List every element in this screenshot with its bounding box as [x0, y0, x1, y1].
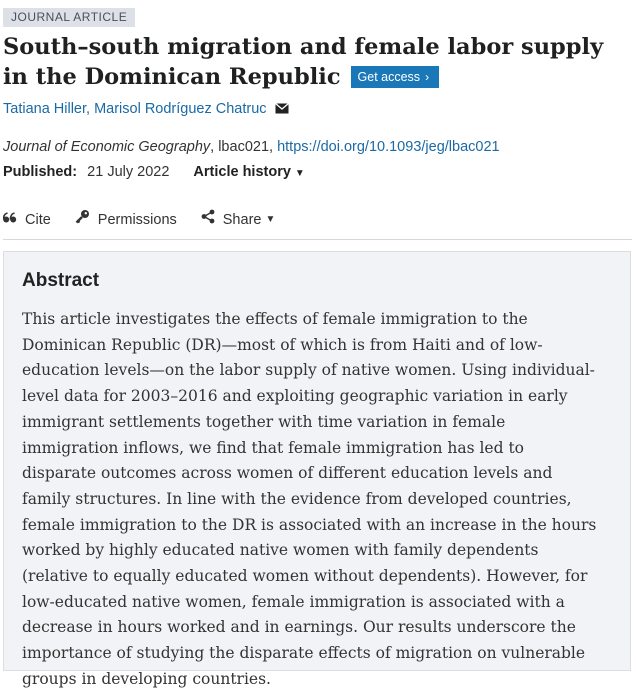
- published-date: 21 July 2022: [87, 164, 170, 180]
- article-history-label: Article history: [193, 164, 291, 180]
- author-link[interactable]: Tatiana Hiller: [3, 101, 87, 117]
- caret-down-icon: ▼: [265, 213, 276, 225]
- author-list: [3, 99, 289, 120]
- article-title: [3, 32, 633, 92]
- get-access-label: Get access: [357, 70, 421, 84]
- doi-link[interactable]: https://doi.org/10.1093/jeg/lbac021: [277, 139, 500, 155]
- permissions-button[interactable]: [75, 209, 177, 230]
- publication-info: [3, 162, 305, 184]
- article-history-toggle[interactable]: [193, 164, 304, 180]
- article-type-badge: JOURNAL ARTICLE: [3, 8, 135, 27]
- quote-icon: [3, 210, 25, 230]
- author-separator: ,: [86, 101, 91, 117]
- author-link[interactable]: Marisol Rodríguez Chatruc: [94, 101, 267, 117]
- get-access-button[interactable]: [351, 66, 440, 88]
- cite-label: Cite: [25, 211, 51, 228]
- share-button[interactable]: [201, 209, 276, 230]
- abstract-text: This article investigates the effects of female immigration to the Dominican Republic (DR)—most of which is from Haiti and of low-education levels—on the labor supply of native women. Using individual-level data for 2003–2016 and exploiting geographic variation in early immigrant settlements together with time variation in female immigration inflows, we find that female immigration has led to disparate outcomes across women of different education levels and family structures. In line with the evidence from developed countries, female immigration to the DR is associated with an increase in the hours worked by highly educated native women with family dependents (relative to equally educated women without dependents). However, for low-educated native women, female immigration is associated with a decrease in hours worked and in earnings. Our results underscore the importance of studying the disparate effects of migration on vulnerable groups in developing countries.: [22, 310, 597, 688]
- article-tools: [3, 209, 299, 230]
- chevron-right-icon: ›: [425, 70, 430, 84]
- published-label: Published:: [3, 164, 78, 180]
- envelope-icon[interactable]: [275, 100, 289, 120]
- citation-line: [3, 137, 500, 157]
- key-icon: [75, 209, 98, 230]
- share-icon: [201, 209, 223, 230]
- divider: [3, 239, 632, 240]
- caret-down-icon: ▼: [294, 168, 305, 179]
- article-id: , lbac021,: [210, 139, 278, 155]
- cite-button[interactable]: [3, 210, 51, 230]
- abstract-heading: Abstract: [22, 270, 100, 291]
- share-label: Share: [222, 211, 262, 228]
- journal-name[interactable]: Journal of Economic Geography: [3, 139, 211, 155]
- abstract-section: [3, 251, 631, 688]
- article-title-text: South–south migration and female labor supply in the Dominican Republic: [3, 34, 604, 90]
- permissions-label: Permissions: [97, 211, 177, 228]
